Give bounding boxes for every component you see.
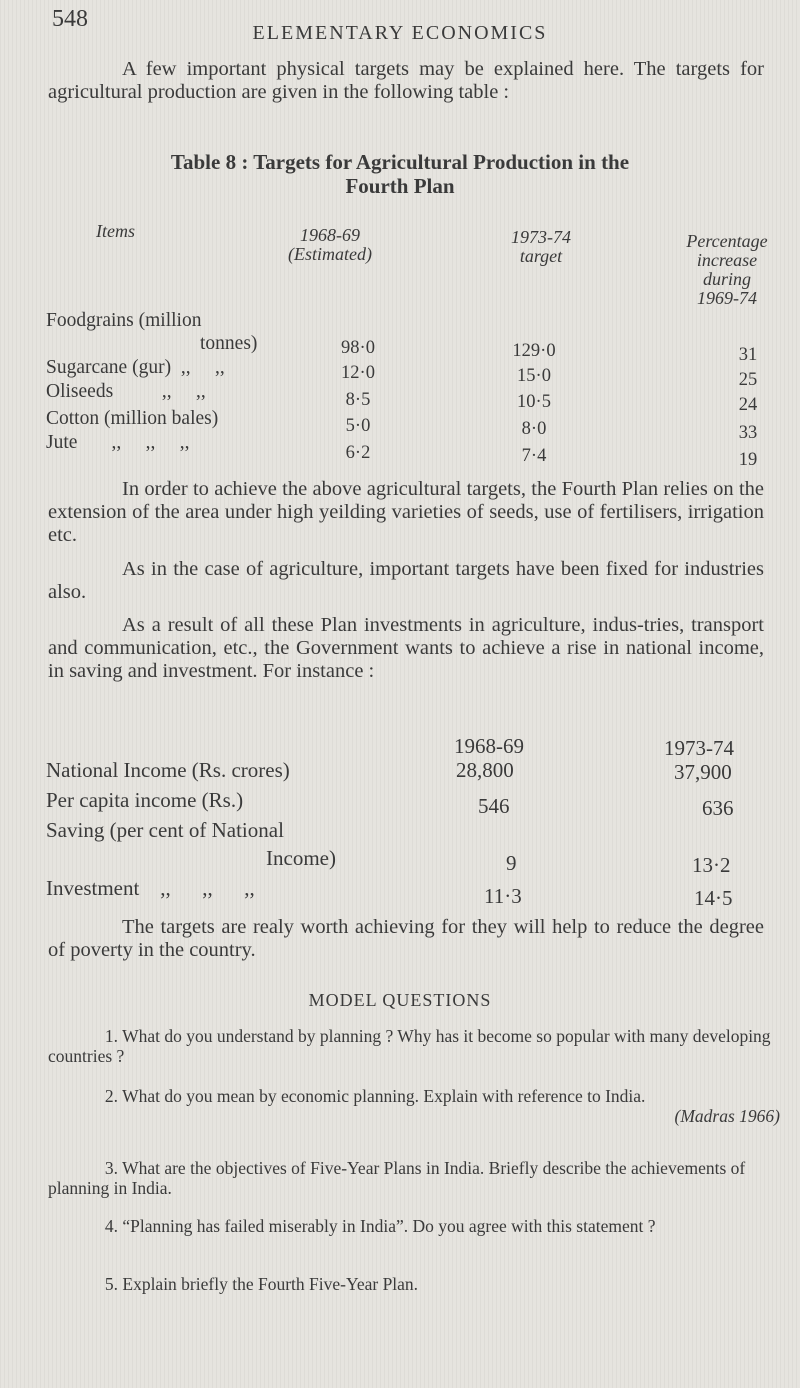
paragraph-agri-targets: In order to achieve the above agricultural targets, the Fourth Plan relies on the extension of the area under high yeilding varieties of seeds, use of fertilisers, irrigation etc. — [48, 478, 764, 546]
question-number: 4. — [104, 1216, 118, 1236]
table-cell: 98·0 — [341, 338, 375, 358]
question-3 — [48, 1158, 780, 1198]
income-row-label: Per capita income (Rs.) — [46, 788, 244, 812]
income-cell: 13·2 — [692, 853, 731, 877]
paragraph-investments: As a result of all these Plan investments in agriculture, indus-tries, transport and communication, etc., the Government wants to achieve a rise in national income, in saving and investment. For instance : — [48, 614, 764, 682]
question-number: 2. — [104, 1086, 118, 1106]
table-cell: 8·0 — [521, 419, 547, 439]
header-col1-line2: (Estimated) — [288, 244, 372, 264]
header-items: Items — [96, 221, 135, 241]
income-cell: 37,900 — [674, 760, 732, 784]
question-text: “Planning has failed miserably in India”. Do you agree with this statement ? — [122, 1216, 656, 1236]
table-cell: 10·5 — [517, 392, 551, 412]
table-row-label: Foodgrains (million — [46, 310, 202, 331]
table-cell: 31 — [738, 345, 758, 365]
table-cell: 12·0 — [341, 363, 375, 383]
question-1 — [48, 1026, 780, 1066]
header-col2-line2: target — [519, 246, 563, 266]
question-number: 1. — [104, 1026, 118, 1046]
table-title-line1: Table 8 : Targets for Agricultural Production in the — [170, 150, 630, 174]
table-cell: 33 — [738, 423, 758, 443]
header-col3-line3: during — [702, 269, 751, 289]
header-col3-line4: 1969-74 — [697, 288, 757, 308]
table-row-label: Jute ,, ,, ,, — [46, 432, 190, 453]
intro-paragraph: A few important physical targets may be explained here. The targets for agricultural production are given in the following table : — [48, 58, 764, 103]
header-col1-line1: 1968-69 — [300, 225, 360, 245]
table-cell: 5·0 — [345, 416, 371, 436]
table-cell: 8·5 — [345, 390, 371, 410]
question-citation: (Madras 1966) — [674, 1106, 780, 1126]
header-col3 — [662, 232, 792, 308]
table-row-label: Oliseeds ,, ,, — [46, 381, 206, 402]
table-title-line2: Fourth Plan — [345, 174, 455, 198]
question-text: Explain briefly the Fourth Five-Year Plan. — [122, 1274, 419, 1294]
paragraph-conclusion: The targets are realy worth achieving for they will help to reduce the degree of poverty in the country. — [48, 916, 764, 961]
question-text: What are the objectives of Five-Year Plans in India. Briefly describe the achievements of planning in India. — [48, 1158, 746, 1198]
table-cell: 24 — [738, 395, 758, 415]
table-cell: 15·0 — [517, 366, 551, 386]
income-cell: 14·5 — [694, 886, 733, 910]
income-row-label: Saving (per cent of National — [46, 818, 284, 842]
question-4 — [48, 1216, 780, 1236]
header-col2 — [486, 228, 596, 266]
model-questions-title: MODEL QUESTIONS — [308, 990, 492, 1010]
running-head: ELEMENTARY ECONOMICS — [252, 22, 548, 44]
question-2 — [48, 1086, 780, 1126]
header-col3-line2: increase — [696, 250, 758, 270]
income-cell: 636 — [702, 796, 734, 820]
income-cell: 9 — [506, 851, 517, 875]
table-cell: 7·4 — [521, 446, 547, 466]
header-col1 — [270, 226, 390, 264]
question-number: 5. — [104, 1274, 118, 1294]
table-cell: 129·0 — [512, 341, 556, 361]
table-cell: 6·2 — [345, 443, 371, 463]
income-row-label: National Income (Rs. crores) — [46, 758, 290, 782]
question-text: What do you mean by economic planning. Explain with reference to India. — [122, 1086, 646, 1106]
income-cell: 28,800 — [456, 758, 514, 782]
table-cell: 19 — [738, 450, 758, 470]
table-cell: 25 — [738, 370, 758, 390]
table-row-label: Cotton (million bales) — [46, 408, 219, 429]
page-number: 548 — [52, 6, 88, 32]
table-row-label-cont: tonnes) — [200, 333, 258, 354]
income-row-label: Investment ,, ,, ,, — [46, 876, 255, 900]
question-number: 3. — [104, 1158, 118, 1178]
paragraph-industry: As in the case of agriculture, important targets have been fixed for industries also. — [48, 558, 764, 603]
question-5 — [48, 1274, 780, 1294]
header-col3-line1: Percentage — [686, 231, 768, 251]
income-header-col2: 1973-74 — [664, 736, 734, 760]
header-col2-line1: 1973-74 — [511, 227, 571, 247]
table-row-label: Sugarcane (gur) ,, ,, — [46, 357, 225, 378]
income-cell: 546 — [478, 794, 510, 818]
table-title — [0, 150, 800, 198]
income-header-col1: 1968-69 — [454, 734, 524, 758]
income-cell: 11·3 — [484, 884, 522, 908]
question-text: What do you understand by planning ? Why has it become so popular with many developing countries ? — [48, 1026, 771, 1066]
income-row-label-cont: Income) — [266, 846, 336, 870]
